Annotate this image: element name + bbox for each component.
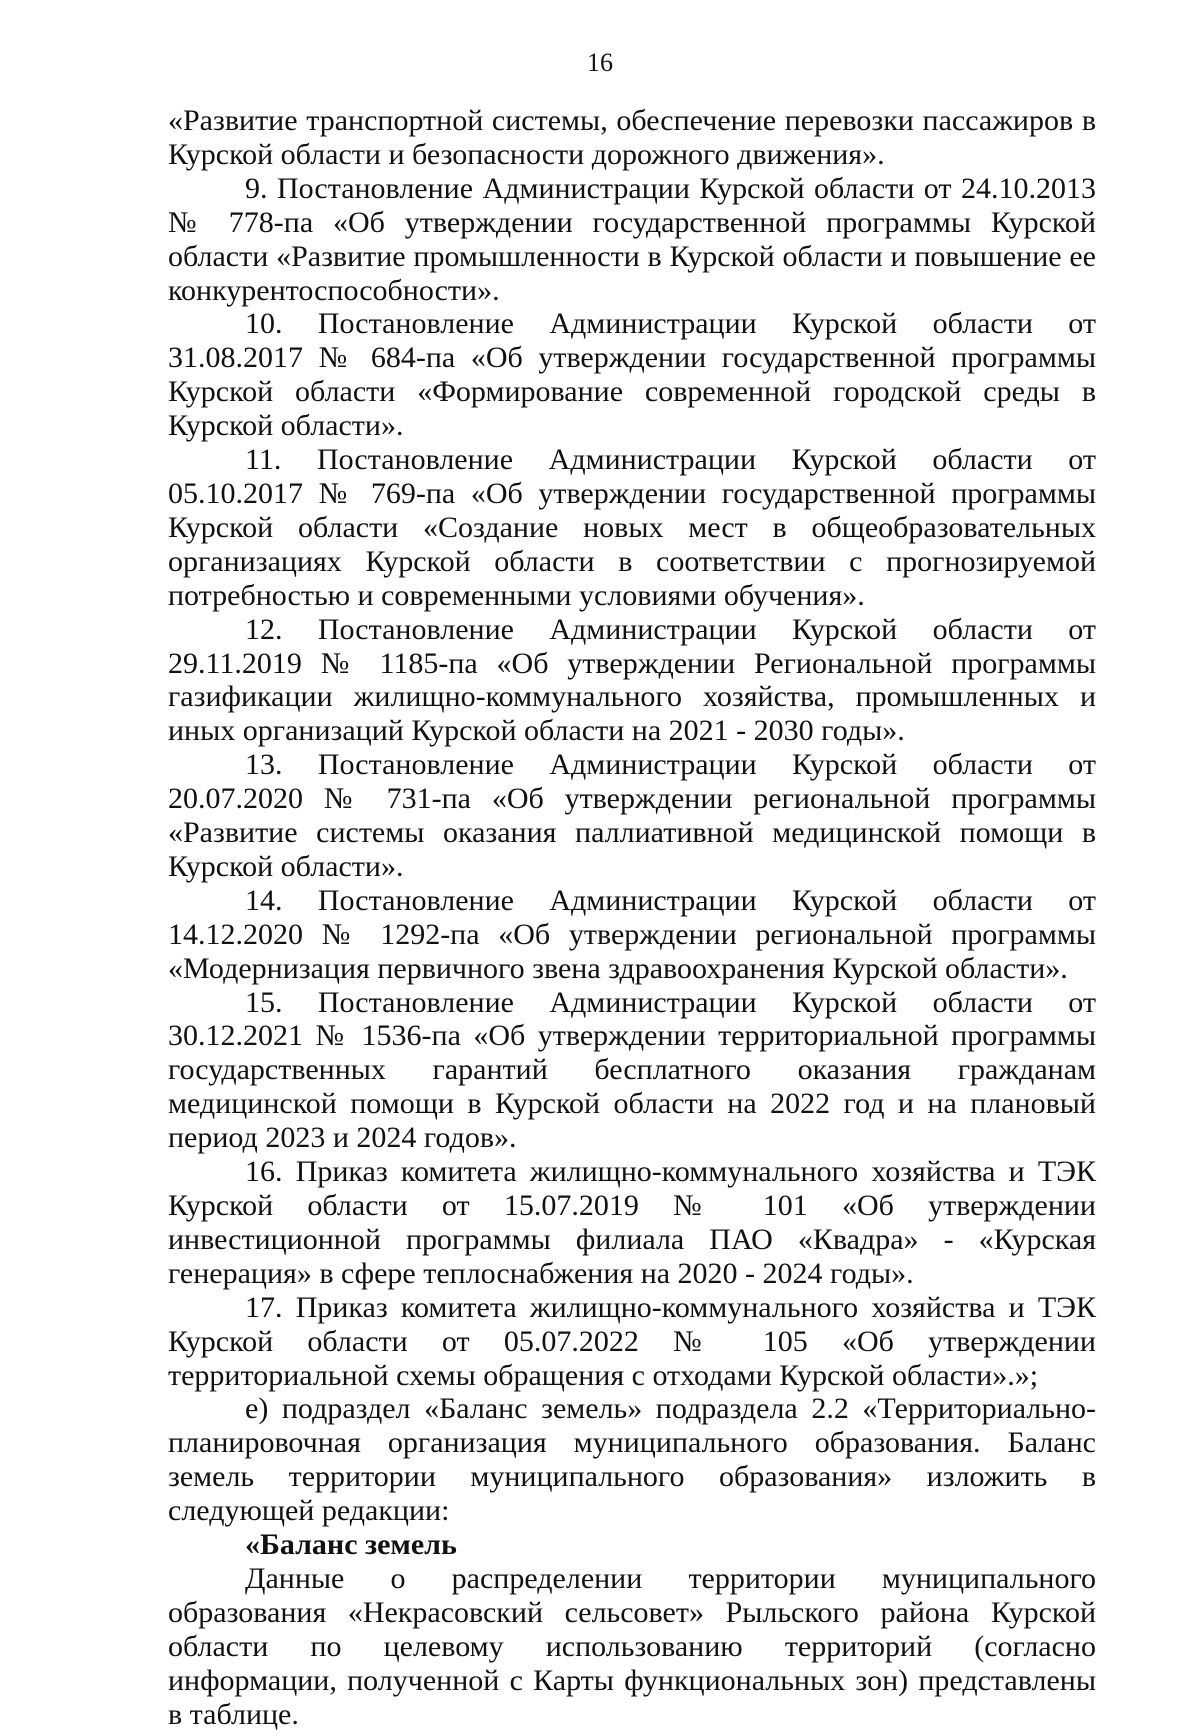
page-number: 16 (587, 48, 613, 77)
list-item-10: 10. Постановление Администрации Курской области от 31.08.2017 № 684-па «Об утверждении государственной программы Курской области «Формирование современной городской среды в Курской области». (168, 307, 1096, 443)
document-body (168, 104, 1096, 1732)
list-item-12: 12. Постановление Администрации Курской области от 29.11.2019 № 1185-па «Об утверждении Региональной программы газификации жилищно-коммунального хозяйства, промышленных и иных организаций Курской области на 2021 - 2030 годы». (168, 612, 1096, 748)
paragraph-continuation: «Развитие транспортной системы, обеспечение перевозки пассажиров в Курской области и безопасности дорожного движения». (168, 104, 1096, 171)
list-item-11: 11. Постановление Администрации Курской области от 05.10.2017 № 769-па «Об утверждении государственной программы Курской области «Создание новых мест в общеобразовательных организациях Курской области в соответствии с прогнозируемой потребностью и современными условиями обучения». (168, 443, 1096, 612)
amendment-paragraph: е) подраздел «Баланс земель» подраздела 2.2 «Территориально-планировочная организация муниципального образования. Баланс земель территории муниципального образования» изложить в следующей редакции: (168, 1392, 1096, 1528)
list-item-16: 16. Приказ комитета жилищно-коммунального хозяйства и ТЭК Курской области от 15.07.2019 № 101 «Об утверждении инвестиционной программы филиала ПАО «Квадра» - «Курская генерация» в сфере теплоснабжения на 2020 - 2024 годы». (168, 1155, 1096, 1290)
list-item-9: 9. Постановление Администрации Курской области от 24.10.2013 № 778-па «Об утверждении государственной программы Курской области «Развитие промышленности в Курской области и повышение ее конкурентоспособности». (168, 171, 1096, 307)
list-item-14: 14. Постановление Администрации Курской области от 14.12.2020 № 1292-па «Об утверждении региональной программы «Модернизация первичного звена здравоохранения Курской области». (168, 883, 1096, 985)
closing-paragraph: Данные о распределении территории муниципального образования «Некрасовский сельсовет» Рыльского района Курской области по целевому использованию территорий (согласно информации, полученной с Карты функциональных зон) представлены в таблице. (168, 1561, 1096, 1731)
section-heading: «Баланс земель (245, 1528, 457, 1562)
list-item-15: 15. Постановление Администрации Курской области от 30.12.2021 № 1536-па «Об утверждении территориальной программы государственных гарантий бесплатного оказания гражданам медицинской помощи в Курской области на 2022 год и на плановый период 2023 и 2024 годов». (168, 985, 1096, 1155)
list-item-13: 13. Постановление Администрации Курской области от 20.07.2020 № 731-па «Об утверждении региональной программы «Развитие системы оказания паллиативной медицинской помощи в Курской области». (168, 748, 1096, 883)
list-item-17: 17. Приказ комитета жилищно-коммунального хозяйства и ТЭК Курской области от 05.07.2022 № 105 «Об утверждении территориальной схемы обращения с отходами Курской области».»; (168, 1290, 1096, 1392)
